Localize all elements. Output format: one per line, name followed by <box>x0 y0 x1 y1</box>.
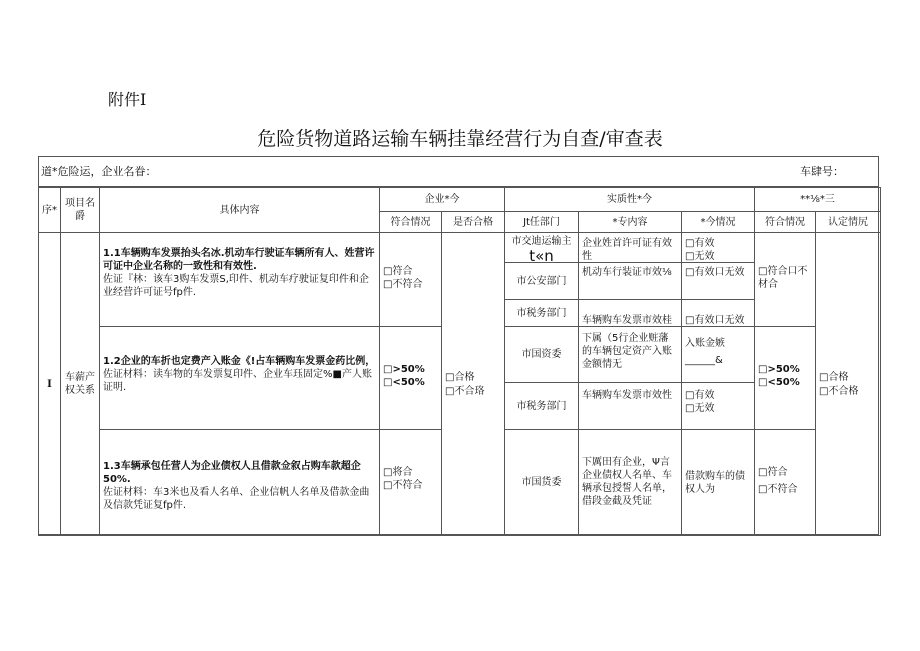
header-content: 具体内容 <box>99 187 380 233</box>
section-3-title: 1.3车辆承包任营人为企业债权人且借款佥叙占购车款超企50%. <box>103 461 361 485</box>
conform-3-yes-checkbox[interactable]: □将合 <box>383 467 413 478</box>
conform-cell-2 <box>379 326 442 430</box>
status-cell-1[interactable]: □有效 □无效 <box>681 232 755 263</box>
header-item-name: 项目名爵 <box>60 187 100 233</box>
dept-cell-1 <box>504 232 579 263</box>
header-status: *今情况 <box>681 211 755 233</box>
dept-cell-2: 市公安部门 <box>504 262 579 300</box>
page-title: 危险货物道路运输车辆挂靠经营行为自查/审查表 <box>257 128 663 150</box>
special-cell-6: 下厲田有企业，Ψ言企业债权人名单、车辆承包授誓人名单，借段金截及凭证 <box>578 429 682 536</box>
special-cell-1: 企业姓首许可证有效性 <box>578 232 682 263</box>
pass-cell <box>441 232 505 536</box>
section-1-title: 1.1车辆购车发票抬头名冰.机动车行驶证车辆所有人、姓营许可证中企业名称的一致性和有效性. <box>103 248 375 272</box>
third-conform-cell-2 <box>754 326 816 430</box>
header-group-company: 企业*今 <box>379 187 505 212</box>
conform-3-no-checkbox[interactable]: □不符合 <box>383 480 423 491</box>
dept-cell-5: 市税务部门 <box>504 382 579 430</box>
info-row <box>39 157 878 187</box>
header-special: *专内容 <box>578 211 682 233</box>
third-conform-cell-3 <box>754 429 816 536</box>
conform-1-yes-checkbox[interactable]: □符合 <box>383 266 413 277</box>
conform-1-no-checkbox[interactable]: □不符合 <box>383 279 423 290</box>
status-4-input-line[interactable]: ______& <box>685 355 723 366</box>
header-seq: 序* <box>38 187 61 233</box>
third-3-yes-checkbox[interactable]: □符合 <box>758 467 788 478</box>
determine-no-checkbox[interactable]: □不合格 <box>819 386 859 397</box>
section-3-evidence: 佐证材料：车3米也及看人名单、企业信帆人名单及借款金曲及信款凭证复fp件. <box>103 487 370 511</box>
row-item-name: 车薪产权关系 <box>60 232 100 536</box>
special-cell-4: 下属（5行企业赃藩的车辆包定资产入账金额情无 <box>578 326 682 383</box>
header-dept: Jt任部门 <box>504 211 579 233</box>
third-2-under-checkbox[interactable]: □<50% <box>758 377 800 388</box>
conform-cell-1 <box>379 232 442 327</box>
status-cell-4 <box>681 326 755 383</box>
section-2-title: 1.2企业的车折也定费产入账金《!占车辆购车发票金药比例， <box>103 356 376 367</box>
header-determine: 认定情尻 <box>815 211 881 233</box>
conform-cell-3 <box>379 429 442 536</box>
special-cell-3: 车辆购车发票市效桂 <box>578 299 682 327</box>
content-section-3 <box>99 429 380 536</box>
section-1-evidence: 佐证『林：该车3购车发票S,印件、机动车疗驶证复印件和企业经营许可证号fp件. <box>103 274 369 298</box>
dept-cell-3: 市税务部门 <box>504 299 579 327</box>
attachment-label: 附件I <box>108 90 147 109</box>
status-4-label: 入账金嫉 <box>685 338 725 349</box>
status-cell-5[interactable]: □有效 □无效 <box>681 382 755 430</box>
content-section-1 <box>99 232 380 327</box>
status-cell-6[interactable]: 借款购车的债权人为 <box>681 429 755 536</box>
third-conform-cell-1[interactable]: □符合口不材合 <box>754 232 816 327</box>
dept-cell-6: 市国货委 <box>504 429 579 536</box>
pass-yes-checkbox[interactable]: □合格 <box>445 372 475 383</box>
third-3-no-checkbox[interactable]: □不符合 <box>758 484 798 495</box>
third-2-over-checkbox[interactable]: □>50% <box>758 364 800 375</box>
row-seq: I <box>38 232 61 536</box>
header-pass: 是否合格 <box>441 211 505 233</box>
header-conform: 符合情况 <box>379 211 442 233</box>
dept-cell-4: 市国资委 <box>504 326 579 383</box>
determine-cell <box>815 232 881 536</box>
status-cell-2[interactable]: □有效口无效 <box>681 262 755 300</box>
special-cell-2: 机动车行装证市效⅛ <box>578 262 682 300</box>
special-cell-5: 车辆购车发票市效性 <box>578 382 682 430</box>
vehicle-number-label: 车肆号： <box>800 165 844 178</box>
header-conform-2: 符合情况 <box>754 211 816 233</box>
header-group-third: **⅛*三 <box>754 187 881 212</box>
section-2-evidence: 佐证材料：读车物的车发票复印件、企业车珏固定%■产人账证明. <box>103 369 372 393</box>
pass-no-checkbox[interactable]: □不合珞 <box>445 386 485 397</box>
dept-1-label: 市交迪运输主 <box>511 236 572 247</box>
status-cell-3[interactable]: □有效口无效 <box>681 299 755 327</box>
inspection-table <box>38 156 879 535</box>
content-section-2 <box>99 326 380 430</box>
dept-1-extra: t«n <box>529 247 554 265</box>
company-name-label: 道*危险运，企业名眷： <box>41 165 157 178</box>
conform-2-under-checkbox[interactable]: □<50% <box>383 377 425 388</box>
conform-2-over-checkbox[interactable]: □>50% <box>383 364 425 375</box>
header-group-substance: 实质性*今 <box>504 187 755 212</box>
determine-yes-checkbox[interactable]: □合格 <box>819 372 849 383</box>
